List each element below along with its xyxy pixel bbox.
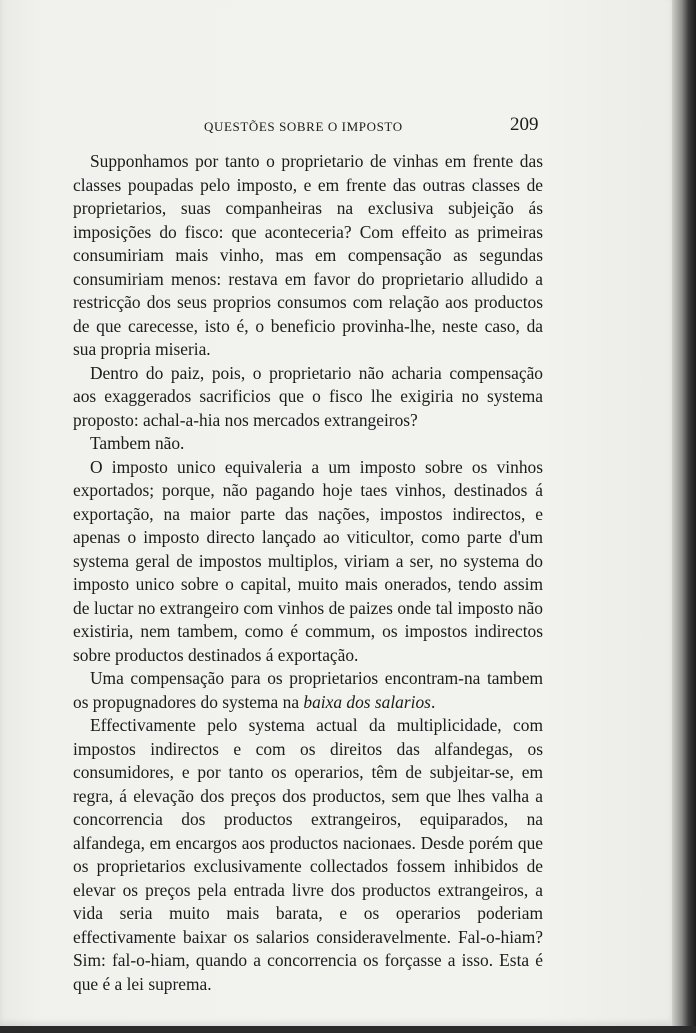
scan-border (0, 1026, 696, 1033)
book-page-edge (672, 0, 696, 1033)
paragraph-2: Dentro do paiz, pois, o proprietario não acharia compensação aos exaggerados sacrificios que o fisco lhe exigiria no systema proposto: achal-a-hia nos mercados extrangeiros? (73, 362, 543, 430)
paragraph-5-end: . (430, 691, 436, 712)
paragraph-6: Effectivamente pelo systema actual da multiplicidade, com impostos indirectos e com os direitos das alfandegas, os consumidores, e por tanto os operarios, têm de subjeitar-se, em regra, á elevação dos preços dos productos, sem que lhes valha a concorrencia dos productos extrangeiros, equiparados, na alfandega, em encargos aos productos nacionaes. Desde porém que os proprietarios exclusivamente collectados fossem inhibidos de elevar os preços pela entrada livre dos productos extrangeiros, a vida seria muito mais barata, e os operarios poderiam effectivamente baixar os salarios consideravelmente. Fal-o-hiam? Sim: fal-o-hiam, quando a concorrencia os forçasse a isso. Esta é que é a lei suprema. (73, 715, 543, 994)
paragraph-5-emphasis: baixa dos salarios (303, 691, 431, 712)
paragraph-5-text: Uma compensação para os proprietarios encontram-na tambem os propugnadores do systema na (73, 668, 543, 712)
page-number: 209 (510, 114, 539, 135)
paragraph-3: Tambem não. (90, 433, 185, 453)
running-title: QUESTÕES SOBRE O IMPOSTO (204, 119, 403, 134)
paragraph-5 (73, 667, 543, 714)
paragraph-4: O imposto unico equivaleria a um imposto sobre os vinhos exportados; porque, não pagando hoje taes vinhos, destinados á exportação, na maior parte das nações, impostos indirectos, e apenas o imposto directo lançado ao viticultor, como parte d'um systema geral de impostos multiplos, viriam a ser, no systema do imposto unico sobre o capital, muito mais onerados, tendo assim de luctar no extrangeiro com vinhos de paizes onde tal imposto não existiria, nem tambem, como é commum, os impostos indirectos sobre productos destinados á exportação. (73, 456, 543, 665)
page-header (0, 114, 672, 138)
body-text (73, 150, 543, 996)
paragraph-1: Supponhamos por tanto o proprietario de vinhas em frente das classes poupadas pelo imposto, e em frente das outras classes de proprietarios, suas companheiras na exclusiva subjeição ás imposições do fisco: que aconteceria? Com effeito as primeiras consumiriam mais vinho, mas em compensação as segundas consumiriam menos: restava em favor do proprietario alludido a restricção dos seus proprios consumos com relação aos productos de que carecesse, isto é, o beneficio provinha-lhe, neste caso, da sua propria miseria. (73, 151, 543, 359)
